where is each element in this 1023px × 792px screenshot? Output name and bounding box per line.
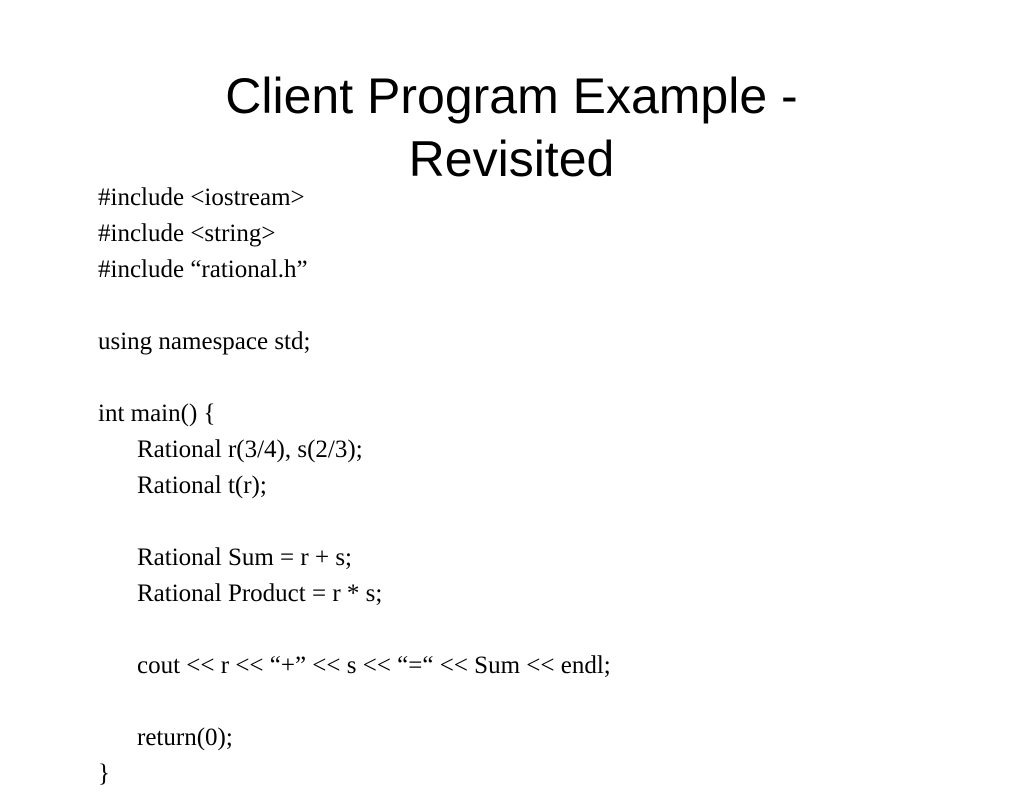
code-line: Rational Sum = r + s; (137, 544, 353, 571)
code-line: Rational r(3/4), s(2/3); (137, 436, 363, 463)
code-line: } (98, 760, 110, 787)
code-line (98, 612, 611, 648)
slide-title-line-1: Client Program Example - (225, 68, 798, 124)
code-line (98, 288, 611, 324)
code-line (98, 684, 611, 720)
slide-title (0, 65, 1023, 191)
code-line: #include <string> (98, 220, 276, 247)
code-line (98, 360, 611, 396)
code-line (98, 504, 611, 540)
code-line: return(0); (137, 724, 233, 751)
code-line: using namespace std; (98, 328, 311, 355)
code-line: Rational t(r); (137, 472, 267, 499)
code-line: #include <iostream> (98, 184, 305, 211)
code-line: #include “rational.h” (98, 256, 308, 283)
code-line: Rational Product = r * s; (137, 580, 383, 607)
code-line: cout << r << “+” << s << “=“ << Sum << endl; (137, 652, 611, 679)
code-listing (98, 180, 611, 792)
slide-title-line-2: Revisited (408, 131, 615, 187)
code-line: int main() { (98, 400, 216, 427)
